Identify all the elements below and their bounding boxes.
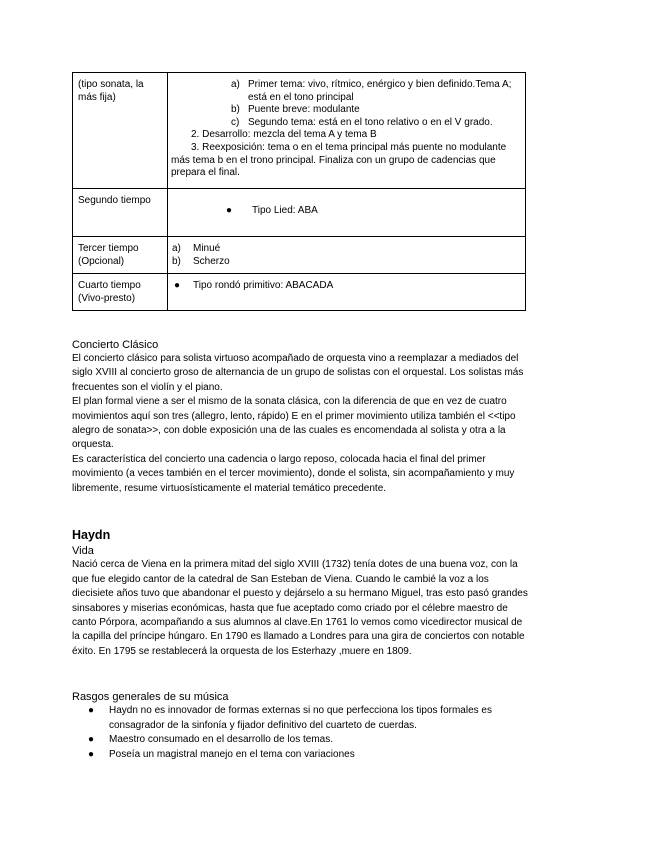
numbered-item: 3. Reexposición: tema o en el tema principal más puente no modulante más tema b en el trono principal. Finaliza con un grupo de cadencias que prepara el final. — [171, 141, 507, 179]
table-cell-content — [168, 73, 526, 189]
list-text: Minué — [193, 243, 221, 254]
bullet-icon: ● — [174, 280, 181, 292]
list-text: Maestro consumado en el desarrollo de los temas. — [109, 734, 334, 746]
row-label: Tercer tiempo (Opcional) — [78, 243, 139, 267]
section-subtitle: Vida — [72, 545, 94, 557]
bullet-text: Tipo rondó primitivo: ABACADA — [193, 280, 334, 292]
list-marker: c) — [231, 116, 240, 128]
list-text: Segundo tema: está en el tono relativo o en el V grado. — [248, 116, 493, 128]
alpha-list — [171, 243, 519, 268]
bullet-icon: ● — [88, 705, 95, 717]
list-marker: b) — [172, 255, 181, 267]
list-text: Puente breve: modulante — [248, 104, 360, 116]
list-text: Primer tema: vivo, rítmico, enérgico y bien definido.Tema A; está en el tono principal — [248, 79, 512, 103]
table-row — [73, 73, 526, 189]
concierto-section — [72, 338, 532, 496]
table-row — [73, 189, 526, 237]
bullet-item — [171, 195, 519, 218]
section-title: Concierto Clásico — [72, 339, 159, 351]
section-subtitle: Rasgos generales de su música — [72, 691, 229, 703]
list-item — [72, 704, 532, 733]
bullet-icon: ● — [226, 205, 233, 216]
list-item — [72, 748, 532, 762]
paragraph: El plan formal viene a ser el mismo de la sonata clásica, con la diferencia de que en vez de cuatro movimientos aquí son tres (allegro, lento, rápido) E en el primer movimiento utiliza también el <<tipo alegro de sonata>>, con doble exposición una de las cuales es encomendada al solista y otra a la orquesta. — [72, 396, 516, 451]
list-marker: a) — [172, 243, 181, 254]
table-cell-content — [168, 274, 526, 311]
bullet-item — [171, 280, 519, 293]
list-item — [171, 243, 519, 256]
row-label: Cuarto tiempo (Vivo-presto) — [78, 280, 141, 304]
vida-section — [72, 544, 532, 659]
haydn-heading: Haydn — [72, 528, 111, 542]
table-cell-content — [168, 189, 526, 237]
list-marker: b) — [231, 104, 240, 116]
paragraph: Nació cerca de Viena en la primera mitad del siglo XVIII (1732) tenía dotes de una buena voz, con la que fue elegido cantor de la catedral de San Esteban de Viena. Cuando le cambié la voz a los diecisiete años tuvo que abandonar el puesto y dejárselo a su hermano Miguel, tras esto pasó grandes sinsabores y miserias económicas, hasta que fue aceptado como criado por el célebre maestro de canto Pórpora, acompañando a sus alumnos al clave.En 1761 lo vemos como vicedirector musical de la capilla del príncipe húngaro. En 1790 es llamado a Londres para una gira de conciertos con notable éxito. En 1795 se restablecerá la orquesta de los Esterhazy ,muere en 1809. — [72, 559, 528, 657]
list-item — [171, 117, 519, 130]
alpha-list — [171, 79, 519, 129]
rasgos-section — [72, 690, 532, 762]
bullet-icon: ● — [88, 734, 95, 746]
table-cell-label — [73, 73, 168, 189]
table-row — [73, 274, 526, 311]
numbered-item: 2. Desarrollo: mezcla del tema A y tema B — [191, 129, 377, 141]
table-row — [73, 237, 526, 274]
paragraph: El concierto clásico para solista virtuoso acompañado de orquesta vino a reemplazar a mediados del siglo XVIII al concierto groso de alternancia de un grupo de solistas con el orquestal. Los solistas más frecuentes son el violín y el piano. — [72, 353, 524, 393]
list-marker: a) — [231, 79, 240, 90]
list-item — [171, 256, 519, 269]
row-label: (tipo sonata, la más fija) — [78, 79, 144, 103]
table-cell-content — [168, 237, 526, 274]
list-text: Scherzo — [193, 255, 230, 267]
table-cell-label — [73, 237, 168, 274]
bullet-text: Tipo Lied: ABA — [252, 205, 318, 216]
movements-table — [72, 72, 526, 311]
bullet-icon: ● — [88, 748, 95, 760]
list-item — [72, 733, 532, 747]
list-item — [171, 104, 519, 117]
paragraph: Es característica del concierto una cadencia o largo reposo, colocada hacia el final del primer movimiento (a veces también en el tercer movimiento), donde el solista, sin acompañamiento y muy libremente, resume virtuosísticamente el material temático precedente. — [72, 453, 515, 494]
list-item — [171, 79, 519, 104]
list-text: Poseía un magistral manejo en el tema con variaciones — [109, 748, 355, 760]
row-label: Segundo tiempo — [78, 195, 151, 206]
table-cell-label — [73, 189, 168, 237]
rasgos-list — [72, 704, 532, 762]
list-text: Haydn no es innovador de formas externas si no que perfecciona los tipos formales es consagrador de la sinfonía y fijador definitivo del cuarteto de cuerdas. — [109, 705, 492, 731]
table-cell-label — [73, 274, 168, 311]
